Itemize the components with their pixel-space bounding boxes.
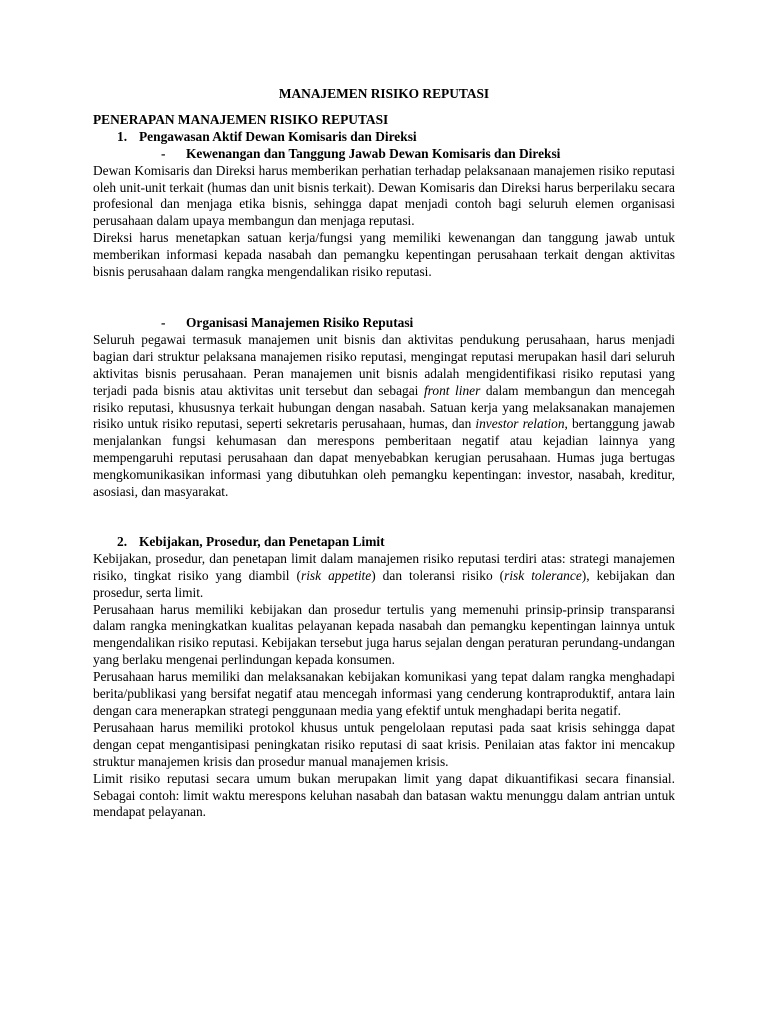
sub2-heading-text: Organisasi Manajemen Risiko Reputasi xyxy=(186,314,414,330)
sub2-paragraph xyxy=(93,332,675,501)
item2-italic-risk-appetite: risk appetite xyxy=(300,567,372,583)
item1-heading-text: Pengawasan Aktif Dewan Komisaris dan Direksi xyxy=(139,128,417,144)
item2-p1-text-a: Kebijakan, prosedur, dan penetapan limit dalam manajemen risiko reputasi terdiri atas: strategi manajemen risiko, tingkat risiko yang diambil ( xyxy=(93,550,675,583)
sub2-italic-front-liner: front liner xyxy=(423,382,481,398)
item2-heading xyxy=(93,534,675,551)
document-page xyxy=(93,86,675,821)
item2-paragraph-3: Perusahaan harus memiliki dan melaksanakan kebijakan komunikasi yang tepat dalam rangka menghadapi berita/publikasi yang bersifat negatif atau mencegah informasi yang cenderung kontraproduktif, antara lain dengan cara menerapkan strategi penggunaan media yang efektif untuk menghadapi berita negatif. xyxy=(93,669,675,718)
sub1-paragraph-2: Direksi harus menetapkan satuan kerja/fungsi yang memiliki kewenangan dan tanggung jawab untuk memberikan informasi kepada nasabah dan pemangku kepentingan perusahaan terkait dengan aktivitas bisnis perusahaan dalam rangka mengendalikan risiko reputasi. xyxy=(93,230,675,280)
sub1-paragraph-1: Dewan Komisaris dan Direksi harus memberikan perhatian terhadap pelaksanaan manajemen risiko reputasi oleh unit-unit terkait (humas dan unit bisnis terkait). Dewan Komisaris dan Direksi harus berperilaku secara profesional dan menjaga etika bisnis, sehingga dapat menjadi contoh bagi seluruh elemen organisasi perusahaan dalam upaya membangun dan menjaga reputasi. xyxy=(93,162,675,229)
sub1-heading xyxy=(93,146,675,163)
document-title: MANAJEMEN RISIKO REPUTASI xyxy=(278,86,490,101)
sub1-dash: - xyxy=(161,145,166,161)
item2-italic-risk-tolerance: risk tolerance xyxy=(504,567,582,583)
item2-p1-text-b: ) dan toleransi risiko ( xyxy=(371,567,505,583)
item2-number: 2. xyxy=(117,533,128,549)
sub2-italic-investor-relation: investor relation xyxy=(475,416,565,432)
sub2-dash: - xyxy=(161,314,166,330)
item1-number: 1. xyxy=(117,128,128,144)
item2-p1-text-c: ), kebijakan dan prosedur, serta limit. xyxy=(93,567,675,600)
item2-paragraph-1 xyxy=(93,551,675,602)
item1-heading xyxy=(93,129,675,146)
sub2-text-b: dalam membangun dan mencegah risiko reputasi, khususnya terkait hubungan dengan nasabah. Satuan kerja yang melaksanakan manajemen risiko untuk risiko reputasi, seperti sekretaris perusahaan, humas, dan xyxy=(93,382,675,432)
item2-paragraph-4: Perusahaan harus memiliki protokol khusus untuk pengelolaan reputasi pada saat krisis sehingga dapat dengan cepat mengantisipasi peningkatan risiko reputasi di saat krisis. Penilaian atas faktor ini mencakup struktur manajemen krisis dan prosedur manual manajemen krisis. xyxy=(93,719,675,769)
sub2-heading xyxy=(93,315,675,332)
sub2-text-a: Seluruh pegawai termasuk manajemen unit bisnis dan aktivitas pendukung perusahaan, harus menjadi bagian dari struktur pelaksana manajemen risiko reputasi, mengingat reputasi merupakan hasil dari seluruh aktivitas bisnis perusahaan. Peran manajemen unit bisnis adalah mengidentifikasi risiko reputasi yang terjadi pada bisnis atau aktivitas unit tersebut dan sebagai xyxy=(93,331,675,398)
section-heading: PENERAPAN MANAJEMEN RISIKO REPUTASI xyxy=(93,111,389,127)
spacer xyxy=(93,281,675,315)
spacer xyxy=(93,501,675,534)
item2-paragraph-2: Perusahaan harus memiliki kebijakan dan prosedur tertulis yang memenuhi prinsip-prinsip transparansi dalam rangka meningkatkan kualitas pelayanan kepada nasabah dan pemangku kepentingan lainnya untuk mengendalikan risiko reputasi. Kebijakan tersebut juga harus sejalan dengan peraturan perundang-undangan yang berlaku mengenai perlindungan kepada konsumen. xyxy=(93,601,675,668)
item2-heading-text: Kebijakan, Prosedur, dan Penetapan Limit xyxy=(139,533,385,549)
sub1-heading-text: Kewenangan dan Tanggung Jawab Dewan Komisaris dan Direksi xyxy=(186,145,561,161)
item2-paragraph-5: Limit risiko reputasi secara umum bukan merupakan limit yang dapat dikuantifikasi secara finansial. Sebagai contoh: limit waktu merespons keluhan nasabah dan batasan waktu menunggu dalam antrian untuk mendapat pelayanan. xyxy=(93,770,675,820)
sub2-text-c: , bertanggung jawab menjalankan fungsi kehumasan dan merespons pemberitaan negatif atau kejadian lainnya yang mempengaruhi reputasi perusahaan dan dapat menyebabkan kerugian perusahaan. Humas juga bertugas mengkomunikasikan informasi yang dibutuhkan oleh pemangku kepentingan: investor, nasabah, kreditur, asosiasi, dan masyarakat. xyxy=(93,416,675,500)
